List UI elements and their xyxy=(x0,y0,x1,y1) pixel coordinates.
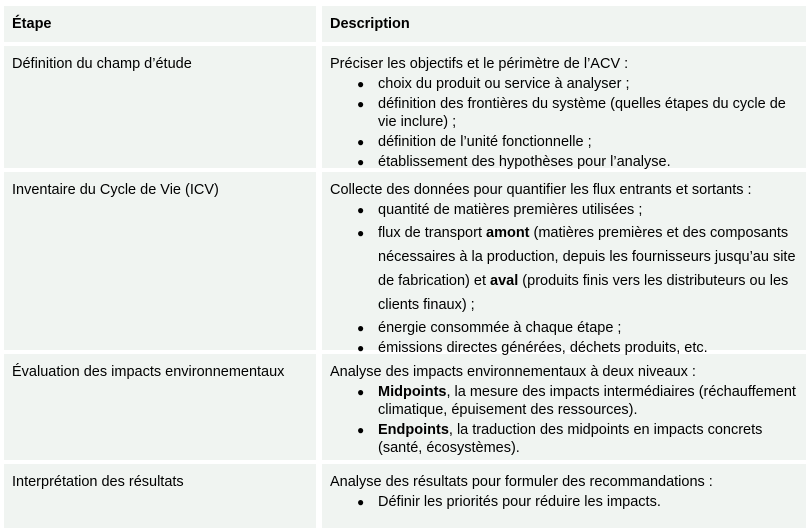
list-item xyxy=(330,383,797,419)
list-item-text: , la traduction des midpoints en impacts concrets (santé, écosystèmes). xyxy=(378,422,763,456)
transport-upstream: amont xyxy=(486,225,530,241)
list-item xyxy=(330,75,797,93)
bullet-icon: ● xyxy=(357,135,365,149)
step-cell-scope xyxy=(4,46,316,168)
bullet-icon: ● xyxy=(357,495,365,509)
transport-suffix: (produits finis vers les distributeurs ou les clients finaux) ; xyxy=(378,273,789,313)
bullet-icon: ● xyxy=(357,155,365,169)
bullet-icon: ● xyxy=(357,203,365,217)
list-item-text: émissions directes générées, déchets produits, etc. xyxy=(378,340,708,356)
description-intro: Analyse des impacts environnementaux à deux niveaux : xyxy=(330,364,696,380)
list-item xyxy=(330,201,797,219)
header-step: Étape xyxy=(4,6,316,42)
description-intro: Analyse des résultats pour formuler des recommandations : xyxy=(330,474,713,490)
bullet-icon: ● xyxy=(357,341,365,355)
step-cell-inventory xyxy=(4,172,316,350)
description-cell-scope xyxy=(322,46,806,168)
bullet-list xyxy=(330,493,797,511)
step-label: Inventaire du Cycle de Vie (ICV) xyxy=(12,182,219,198)
endpoints-term: Endpoints xyxy=(378,422,449,438)
list-item-text: définition de l’unité fonctionnelle ; xyxy=(378,134,592,150)
description-cell-interpretation xyxy=(322,464,806,528)
header-description: Description xyxy=(322,6,806,42)
step-cell-impact-assessment xyxy=(4,354,316,460)
description-cell-inventory xyxy=(322,172,806,356)
step-label: Évaluation des impacts environnementaux xyxy=(12,364,285,380)
list-item xyxy=(330,133,797,151)
midpoints-term: Midpoints xyxy=(378,384,447,400)
list-item xyxy=(330,153,797,171)
bullet-list xyxy=(330,75,797,171)
step-label: Définition du champ d’étude xyxy=(12,56,192,72)
bullet-list xyxy=(330,383,797,457)
list-item-text: Définir les priorités pour réduire les impacts. xyxy=(378,494,661,510)
list-item xyxy=(330,493,797,511)
list-item xyxy=(330,339,797,357)
list-item-text: établissement des hypothèses pour l’analyse. xyxy=(378,154,671,170)
list-item-text: , la mesure des impacts intermédiaires (réchauffement climatique, épuisement des ressources). xyxy=(378,384,796,418)
list-item-text: définition des frontières du système (quelles étapes du cycle de vie inclure) ; xyxy=(378,96,786,130)
transport-downstream: aval xyxy=(490,273,519,289)
description-intro: Collecte des données pour quantifier les flux entrants et sortants : xyxy=(330,182,752,198)
bullet-list xyxy=(330,201,797,357)
step-label: Interprétation des résultats xyxy=(12,474,184,490)
list-item-transport xyxy=(330,221,797,317)
bullet-icon: ● xyxy=(357,97,365,111)
bullet-icon: ● xyxy=(357,226,365,240)
transport-middle: (matières premières et des composants nécessaires à la production, depuis les fournisseurs jusqu’au site de fabrication) et xyxy=(378,225,796,289)
list-item xyxy=(330,95,797,131)
list-item xyxy=(330,319,797,337)
list-item-text: choix du produit ou service à analyser ; xyxy=(378,76,630,92)
bullet-icon: ● xyxy=(357,77,365,91)
transport-prefix: flux de transport xyxy=(378,225,486,241)
description-intro: Préciser les objectifs et le périmètre de l’ACV : xyxy=(330,56,629,72)
bullet-icon: ● xyxy=(357,423,365,437)
lca-steps-table xyxy=(4,6,806,528)
description-cell-impact-assessment xyxy=(322,354,806,460)
list-item-text: énergie consommée à chaque étape ; xyxy=(378,320,622,336)
list-item xyxy=(330,421,797,457)
bullet-icon: ● xyxy=(357,385,365,399)
bullet-icon: ● xyxy=(357,321,365,335)
list-item-text: quantité de matières premières utilisées ; xyxy=(378,202,643,218)
step-cell-interpretation xyxy=(4,464,316,528)
